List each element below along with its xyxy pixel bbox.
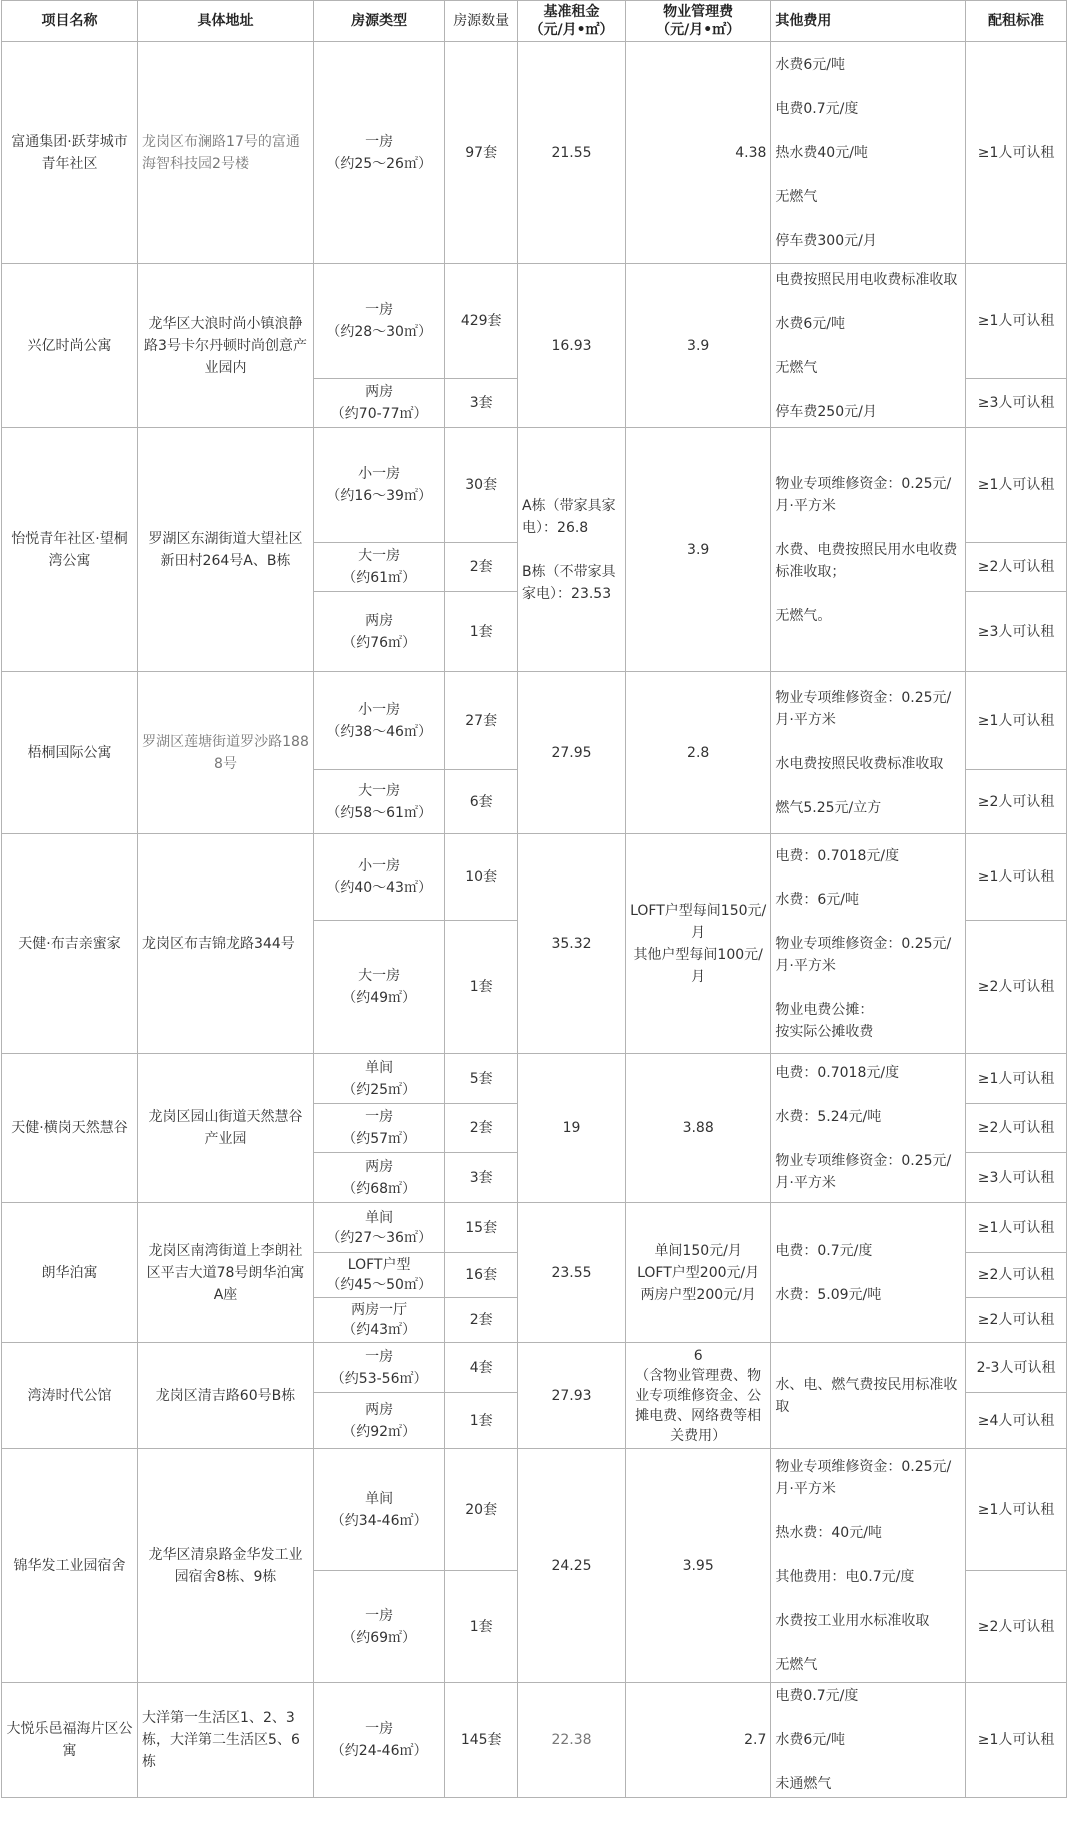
fee-item: 燃气5.25元/立方 <box>775 799 882 816</box>
room-type: 大一房 （约49㎡） <box>313 921 444 1054</box>
project-address: 大洋第一生活区1、2、3栋，大洋第二生活区5、6栋 <box>138 1683 314 1798</box>
room-count: 97套 <box>445 42 518 264</box>
header-project-name: 项目名称 <box>2 1 138 42</box>
table-row <box>2 672 1067 770</box>
rental-standard: ≥2人可认租 <box>966 1104 1067 1153</box>
fee-item: 水费6元/吨 <box>775 315 846 332</box>
project-name: 怡悦青年社区·望桐湾公寓 <box>2 428 138 672</box>
management-fee: 6 （含物业管理费、物业专项维修资金、公摊电费、网络费等相关费用） <box>625 1343 770 1449</box>
rental-standard: ≥2人可认租 <box>966 1253 1067 1298</box>
project-address: 龙岗区清吉路60号B栋 <box>138 1343 314 1449</box>
management-fee: 3.88 <box>625 1054 770 1203</box>
management-fee: LOFT户型每间150元/月 其他户型每间100元/月 <box>625 834 770 1054</box>
other-fees <box>771 264 966 428</box>
room-type: LOFT户型 （约45～50㎡） <box>313 1253 444 1298</box>
management-fee: 2.8 <box>625 672 770 834</box>
room-count: 1套 <box>445 592 518 672</box>
room-count: 15套 <box>445 1203 518 1253</box>
other-fees <box>771 1054 966 1203</box>
room-count: 1套 <box>445 1571 518 1683</box>
room-count: 3套 <box>445 379 518 428</box>
fee-item: 水费6元/吨 <box>775 56 846 73</box>
project-address: 龙岗区布吉锦龙路344号 <box>138 834 314 1054</box>
project-address: 罗湖区莲塘街道罗沙路1888号 <box>138 672 314 834</box>
room-type: 小一房 （约40～43㎡） <box>313 834 444 921</box>
project-address: 龙华区大浪时尚小镇浪静路3号卡尔丹顿时尚创意产业园内 <box>138 264 314 428</box>
fee-item: 无燃气。 <box>775 607 832 624</box>
project-address: 龙岗区布澜路17号的富通海智科技园2号楼 <box>138 42 314 264</box>
table-row <box>2 834 1067 921</box>
management-fee: 4.38 <box>625 42 770 264</box>
room-count: 145套 <box>445 1683 518 1798</box>
base-rent: A栋（带家具家电）：26.8 B栋（不带家具家电）：23.53 <box>518 428 626 672</box>
fee-item: 物业电费公摊： 按实际公摊收费 <box>775 1001 874 1040</box>
rental-standard: ≥1人可认租 <box>966 428 1067 543</box>
fee-item: 未通燃气 <box>775 1776 832 1792</box>
room-count: 1套 <box>445 921 518 1054</box>
base-rent: 21.55 <box>518 42 626 264</box>
base-rent: 27.95 <box>518 672 626 834</box>
management-fee: 单间150元/月 LOFT户型200元/月 两房户型200元/月 <box>625 1203 770 1343</box>
project-name: 锦华发工业园宿舍 <box>2 1449 138 1683</box>
room-count: 6套 <box>445 770 518 834</box>
rental-standard: ≥2人可认租 <box>966 1298 1067 1343</box>
rental-standard: ≥1人可认租 <box>966 1449 1067 1571</box>
room-count: 27套 <box>445 672 518 770</box>
project-address: 龙岗区南湾街道上李朗社区平吉大道78号朗华泊寓A座 <box>138 1203 314 1343</box>
project-name: 天健·横岗天然慧谷 <box>2 1054 138 1203</box>
fee-item: 水电费按照民收费标准收取 <box>775 755 944 772</box>
room-type: 大一房 （约61㎡） <box>313 543 444 592</box>
fee-item: 热水费40元/吨 <box>775 144 868 161</box>
other-fees <box>771 42 966 264</box>
other-fees <box>771 1683 966 1798</box>
other-fees <box>771 1203 966 1343</box>
project-address: 龙华区清泉路金华发工业园宿舍8栋、9栋 <box>138 1449 314 1683</box>
fee-item: 热水费：40元/吨 <box>775 1524 882 1541</box>
room-type: 一房 （约57㎡） <box>313 1104 444 1153</box>
base-rent: 24.25 <box>518 1449 626 1683</box>
room-type: 一房 （约28～30㎡） <box>313 264 444 379</box>
management-fee: 3.9 <box>625 428 770 672</box>
room-type: 单间 （约25㎡） <box>313 1054 444 1104</box>
header-room-count: 房源数量 <box>445 1 518 42</box>
base-rent: 19 <box>518 1054 626 1203</box>
base-rent: 16.93 <box>518 264 626 428</box>
table-row <box>2 42 1067 264</box>
fee-item: 电费：0.7018元/度 <box>775 847 900 864</box>
other-fees <box>771 672 966 834</box>
fee-item: 水费6元/吨 <box>775 1732 846 1748</box>
fee-item: 电费按照民用电收费标准收取 <box>775 271 958 288</box>
fee-item: 水费、电费按照民用水电收费标准收取； <box>775 541 958 580</box>
rental-housing-table <box>1 0 1067 1798</box>
room-count: 16套 <box>445 1253 518 1298</box>
rental-standard: 2-3人可认租 <box>966 1343 1067 1393</box>
fee-item: 停车费250元/月 <box>775 403 877 420</box>
fee-item: 水费按工业用水标准收取 <box>775 1612 930 1629</box>
room-count: 2套 <box>445 1298 518 1343</box>
fee-item: 物业专项维修资金：0.25元/月·平方米 <box>775 1458 952 1497</box>
header-address: 具体地址 <box>138 1 314 42</box>
fee-item: 无燃气 <box>775 359 818 376</box>
management-fee: 3.95 <box>625 1449 770 1683</box>
project-name: 天健·布吉亲蜜家 <box>2 834 138 1054</box>
project-address: 龙岗区园山街道天然慧谷产业园 <box>138 1054 314 1203</box>
rental-standard: ≥2人可认租 <box>966 1571 1067 1683</box>
room-type: 小一房 （约38～46㎡） <box>313 672 444 770</box>
header-other-fees: 其他费用 <box>771 1 966 42</box>
rental-standard: ≥1人可认租 <box>966 1203 1067 1253</box>
management-fee: 3.9 <box>625 264 770 428</box>
rental-standard: ≥1人可认租 <box>966 1683 1067 1798</box>
rental-standard: ≥1人可认租 <box>966 672 1067 770</box>
fee-item: 水费：5.09元/吨 <box>775 1286 882 1303</box>
rental-standard: ≥2人可认租 <box>966 770 1067 834</box>
fee-item: 物业专项维修资金：0.25元/月·平方米 <box>775 475 952 514</box>
fee-item: 其他费用：电0.7元/度 <box>775 1568 915 1585</box>
table-row <box>2 1054 1067 1104</box>
header-room-type: 房源类型 <box>313 1 444 42</box>
project-name: 大悦乐邑福海片区公寓 <box>2 1683 138 1798</box>
room-count: 3套 <box>445 1153 518 1203</box>
room-count: 2套 <box>445 543 518 592</box>
room-type: 两房 （约70-77㎡） <box>313 379 444 428</box>
fee-item: 水费：6元/吨 <box>775 891 860 908</box>
room-count: 2套 <box>445 1104 518 1153</box>
table-row <box>2 428 1067 543</box>
base-rent: 23.55 <box>518 1203 626 1343</box>
other-fees <box>771 834 966 1054</box>
room-type: 一房 （约69㎡） <box>313 1571 444 1683</box>
table-row <box>2 1683 1067 1798</box>
room-type: 一房 （约24-46㎡） <box>313 1683 444 1798</box>
room-count: 30套 <box>445 428 518 543</box>
project-name: 兴亿时尚公寓 <box>2 264 138 428</box>
fee-item: 无燃气 <box>775 1656 818 1673</box>
table-row <box>2 1449 1067 1571</box>
room-count: 10套 <box>445 834 518 921</box>
fee-item: 电费0.7元/度 <box>775 100 859 117</box>
project-name: 朗华泊寓 <box>2 1203 138 1343</box>
fee-item: 停车费300元/月 <box>775 232 877 249</box>
project-address: 罗湖区东湖街道大望社区新田村264号A、B栋 <box>138 428 314 672</box>
rental-standard: ≥1人可认租 <box>966 1054 1067 1104</box>
management-fee: 2.7 <box>625 1683 770 1798</box>
rental-standard: ≥1人可认租 <box>966 834 1067 921</box>
room-count: 20套 <box>445 1449 518 1571</box>
other-fees <box>771 1343 966 1449</box>
room-count: 1套 <box>445 1393 518 1449</box>
room-type: 两房 （约92㎡） <box>313 1393 444 1449</box>
room-type: 一房 （约53-56㎡） <box>313 1343 444 1393</box>
room-type: 两房一厅 （约43㎡） <box>313 1298 444 1343</box>
header-rental-standard: 配租标准 <box>966 1 1067 42</box>
other-fees <box>771 1449 966 1683</box>
rental-standard: ≥1人可认租 <box>966 264 1067 379</box>
room-type: 单间 （约27～36㎡） <box>313 1203 444 1253</box>
base-rent: 35.32 <box>518 834 626 1054</box>
fee-item: 电费0.7元/度 <box>775 1688 859 1704</box>
room-type: 一房 （约25～26㎡） <box>313 42 444 264</box>
base-rent: 27.93 <box>518 1343 626 1449</box>
rental-standard: ≥3人可认租 <box>966 379 1067 428</box>
rental-standard: ≥1人可认租 <box>966 42 1067 264</box>
header-base-rent: 基准租金 （元/月•㎡） <box>518 1 626 42</box>
table-row <box>2 1203 1067 1253</box>
header-management-fee: 物业管理费 （元/月•㎡） <box>625 1 770 42</box>
project-name: 富通集团·跃芽城市青年社区 <box>2 42 138 264</box>
room-count: 5套 <box>445 1054 518 1104</box>
fee-item: 物业专项维修资金：0.25元/月·平方米 <box>775 1153 952 1191</box>
rental-standard: ≥4人可认租 <box>966 1393 1067 1449</box>
table-row <box>2 264 1067 379</box>
room-count: 4套 <box>445 1343 518 1393</box>
project-name: 梧桐国际公寓 <box>2 672 138 834</box>
fee-item: 水费：5.24元/吨 <box>775 1109 882 1125</box>
room-type: 单间 （约34-46㎡） <box>313 1449 444 1571</box>
table-row <box>2 1343 1067 1393</box>
other-fees <box>771 428 966 672</box>
rental-standard: ≥2人可认租 <box>966 921 1067 1054</box>
project-name: 湾涛时代公馆 <box>2 1343 138 1449</box>
room-type: 两房 （约76㎡） <box>313 592 444 672</box>
base-rent: 22.38 <box>518 1683 626 1798</box>
fee-item: 电费：0.7018元/度 <box>775 1065 900 1081</box>
fee-item: 电费：0.7元/度 <box>775 1242 873 1259</box>
fee-item: 物业专项维修资金：0.25元/月·平方米 <box>775 689 952 728</box>
rental-standard: ≥3人可认租 <box>966 592 1067 672</box>
header-row <box>2 1 1067 42</box>
fee-item: 物业专项维修资金：0.25元/月·平方米 <box>775 935 952 974</box>
room-type: 小一房 （约16～39㎡） <box>313 428 444 543</box>
room-type: 大一房 （约58～61㎡） <box>313 770 444 834</box>
room-count: 429套 <box>445 264 518 379</box>
fee-item: 水、电、燃气费按民用标准收取 <box>775 1376 958 1415</box>
rental-standard: ≥3人可认租 <box>966 1153 1067 1203</box>
fee-item: 无燃气 <box>775 188 818 205</box>
rental-standard: ≥2人可认租 <box>966 543 1067 592</box>
room-type: 两房 （约68㎡） <box>313 1153 444 1203</box>
